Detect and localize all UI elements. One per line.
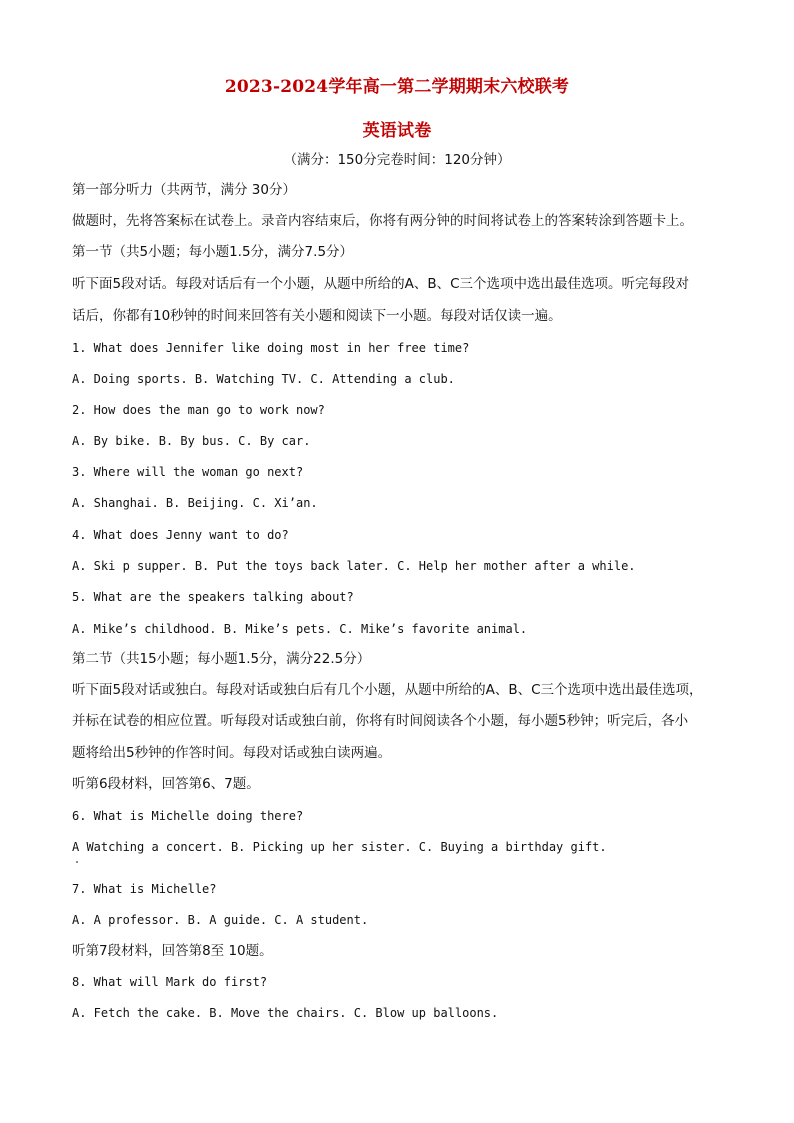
question-3-options: A. Shanghai. B. Beijing. C. Xi’an.: [72, 496, 318, 510]
question-6-options: A Watching a concert. B. Picking up her sister. C. Buying a birthday gift.: [72, 840, 607, 854]
section-one-instruction-line-1: 听下面5段对话。每段对话后有一个小题，从题中所给的A、B、C三个选项中选出最佳选项。听完每段对: [72, 276, 690, 292]
question-3: 3. Where will the woman go next?: [72, 465, 304, 479]
section-two-instruction-line-3: 题将给出5秒钟的作答时间。每段对话或独白读两遍。: [72, 745, 392, 761]
question-2: 2. How does the man go to work now?: [72, 403, 325, 417]
part-one-instruction: 做题时，先将答案标在试卷上。录音内容结束后，你将有两分钟的时间将试卷上的答案转涂到答题卡上。: [72, 213, 693, 229]
question-4: 4. What does Jenny want to do?: [72, 528, 289, 542]
question-5-options: A. Mike’s childhood. B. Mike’s pets. C. Mike’s favorite animal.: [72, 622, 528, 636]
material-7-instruction: 听第7段材料，回答第8至 10题。: [72, 943, 273, 959]
question-6: 6. What is Michelle doing there?: [72, 809, 304, 823]
exam-subtitle: 英语试卷: [362, 121, 432, 141]
question-8-options: A. Fetch the cake. B. Move the chairs. C. Blow up balloons.: [72, 1006, 499, 1020]
section-two-heading: 第二节（共15小题；每小题1.5分，满分22.5分）: [72, 651, 371, 667]
question-2-options: A. By bike. B. By bus. C. By car.: [72, 434, 311, 448]
section-one-instruction-line-2: 话后，你都有10秒钟的时间来回答有关小题和阅读下一小题。每段对话仅读一遍。: [72, 308, 562, 324]
part-one-heading: 第一部分听力（共两节，满分 30分）: [72, 182, 296, 198]
question-1: 1. What does Jennifer like doing most in her free time?: [72, 341, 470, 355]
section-two-instruction-line-2: 并标在试卷的相应位置。听每段对话或独白前，你将有时间阅读各个小题，每小题5秒钟；听完后，各小: [72, 713, 689, 729]
question-4-options: A. Ski p supper. B. Put the toys back later. C. Help her mother after a while.: [72, 559, 636, 573]
material-6-instruction: 听第6段材料，回答第6、7题。: [72, 776, 260, 792]
exam-info: （满分：150分完卷时间：120分钟）: [283, 152, 511, 168]
question-7: 7. What is Michelle?: [72, 882, 217, 896]
question-5: 5. What are the speakers talking about?: [72, 590, 354, 604]
stray-dot: [76, 861, 78, 863]
section-two-instruction-line-1: 听下面5段对话或独白。每段对话或独白后有几个小题，从题中所给的A、B、C三个选项中选出最佳选项，: [72, 682, 703, 698]
question-8: 8. What will Mark do first?: [72, 975, 268, 989]
question-7-options: A. A professor. B. A guide. C. A student.: [72, 913, 369, 927]
section-one-heading: 第一节（共5小题；每小题1.5分，满分7.5分）: [72, 244, 354, 260]
question-1-options: A. Doing sports. B. Watching TV. C. Attending a club.: [72, 372, 455, 386]
exam-title: 2023-2024学年高一第二学期期末六校联考: [224, 77, 570, 97]
